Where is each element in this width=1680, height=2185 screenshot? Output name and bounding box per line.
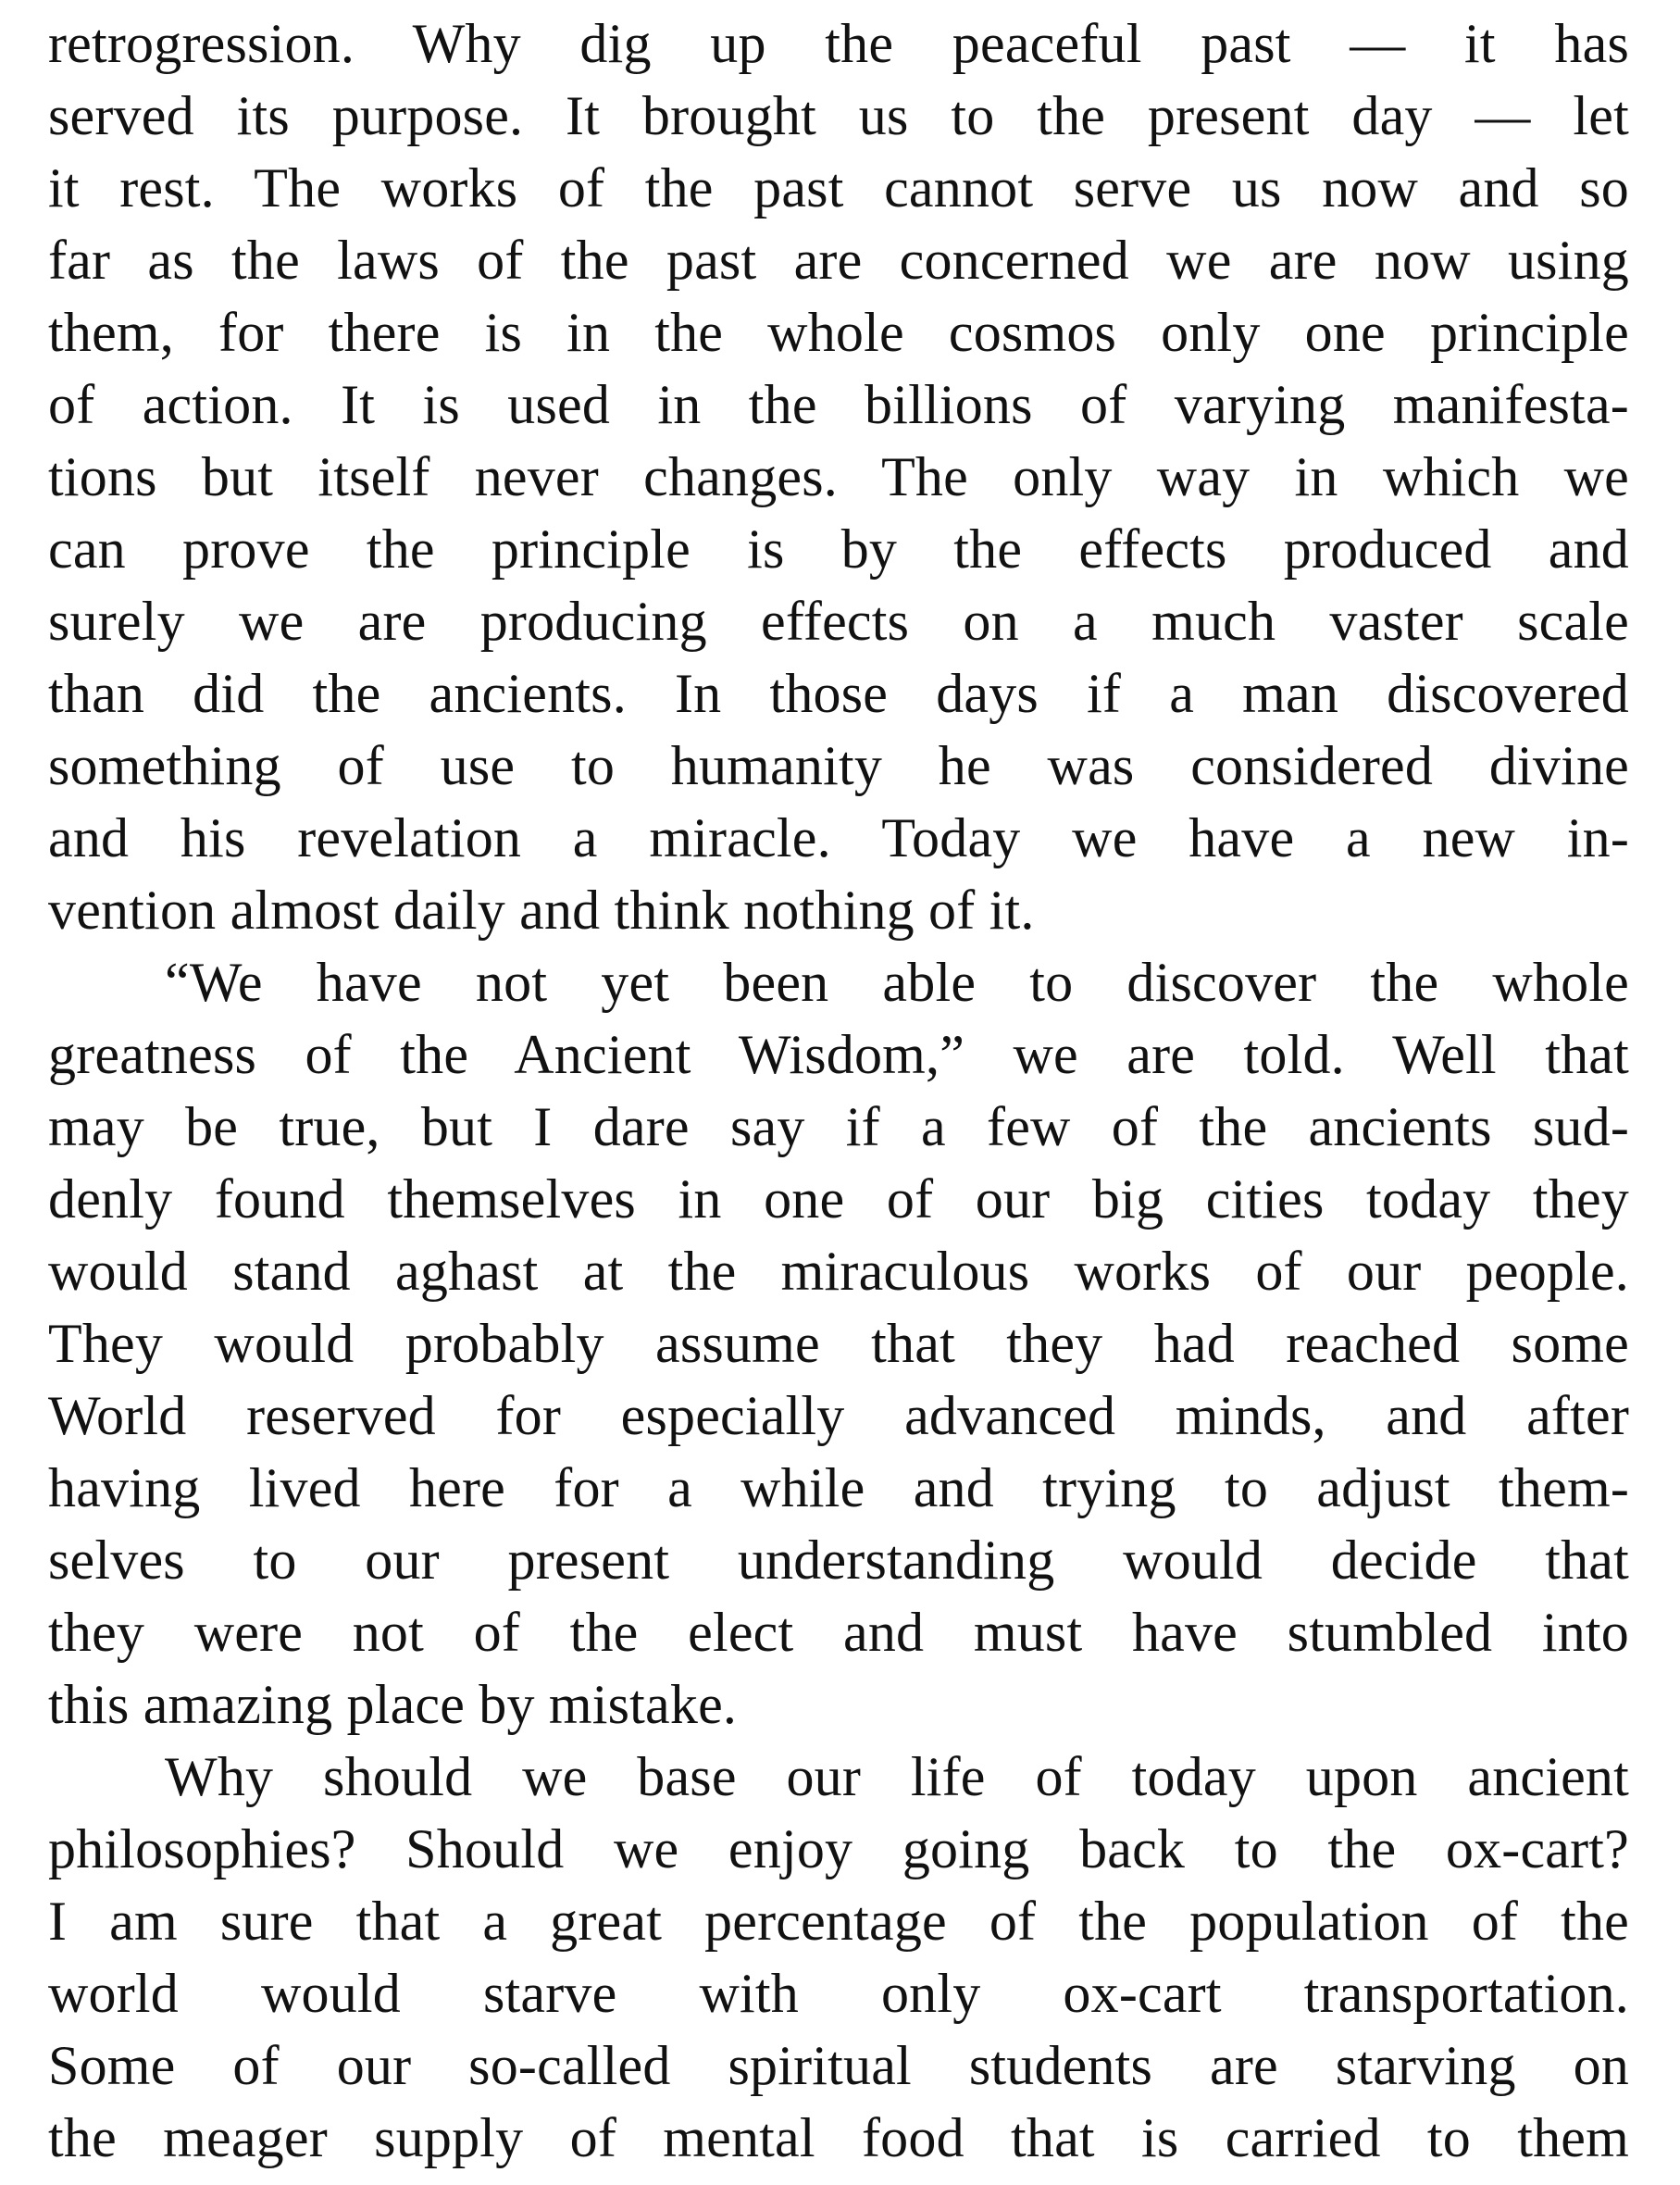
- text-line: it rest. The works of the past cannot serve us now and so: [48, 157, 1629, 218]
- text-line: surely we are producing effects on a much vaster scale: [48, 591, 1629, 652]
- text-line: philosophies? Should we enjoy going back to the ox-cart?: [48, 1818, 1629, 1879]
- paragraph-first-line: “We have not yet been able to discover the whole: [165, 952, 1629, 1013]
- text-line: than did the ancients. In those days if a man discovered: [48, 663, 1629, 724]
- text-line: the meager supply of mental food that is carried to them: [48, 2107, 1629, 2168]
- text-line: world would starve with only ox-cart transportation.: [48, 1963, 1629, 2024]
- paragraph-first-line: Why should we base our life of today upon ancient: [165, 1746, 1629, 1807]
- text-line: them, for there is in the whole cosmos only one principle: [48, 302, 1629, 363]
- text-line: vention almost daily and think nothing of it.: [48, 880, 1035, 941]
- text-line: They would probably assume that they had reached some: [48, 1313, 1629, 1374]
- text-line: would stand aghast at the miraculous works of our people.: [48, 1241, 1629, 1302]
- text-line: something of use to humanity he was considered divine: [48, 735, 1629, 796]
- text-line: of action. It is used in the billions of varying manifesta-: [48, 374, 1629, 435]
- text-line: greatness of the Ancient Wisdom,” we are told. Well that: [48, 1024, 1629, 1085]
- text-line: they were not of the elect and must have stumbled into: [48, 1602, 1629, 1663]
- text-line: selves to our present understanding would decide that: [48, 1530, 1629, 1591]
- text-line: tions but itself never changes. The only way in which we: [48, 446, 1629, 507]
- text-line: denly found themselves in one of our big cities today they: [48, 1168, 1629, 1230]
- text-line: far as the laws of the past are concerned we are now using: [48, 230, 1629, 291]
- text-line: I am sure that a great percentage of the population of the: [48, 1891, 1629, 1952]
- text-line: Some of our so-called spiritual students are starving on: [48, 2035, 1629, 2096]
- text-line: can prove the principle is by the effects produced and: [48, 518, 1629, 580]
- text-line: may be true, but I dare say if a few of the ancients sud-: [48, 1096, 1629, 1157]
- text-line: served its purpose. It brought us to the present day — let: [48, 85, 1629, 146]
- text-line: this amazing place by mistake.: [48, 1674, 738, 1735]
- text-line: having lived here for a while and trying to adjust them-: [48, 1457, 1629, 1518]
- text-line: and his revelation a miracle. Today we have a new in-: [48, 807, 1629, 868]
- text-line: World reserved for especially advanced minds, and after: [48, 1385, 1629, 1446]
- text-line: retrogression. Why dig up the peaceful past — it has: [48, 13, 1629, 74]
